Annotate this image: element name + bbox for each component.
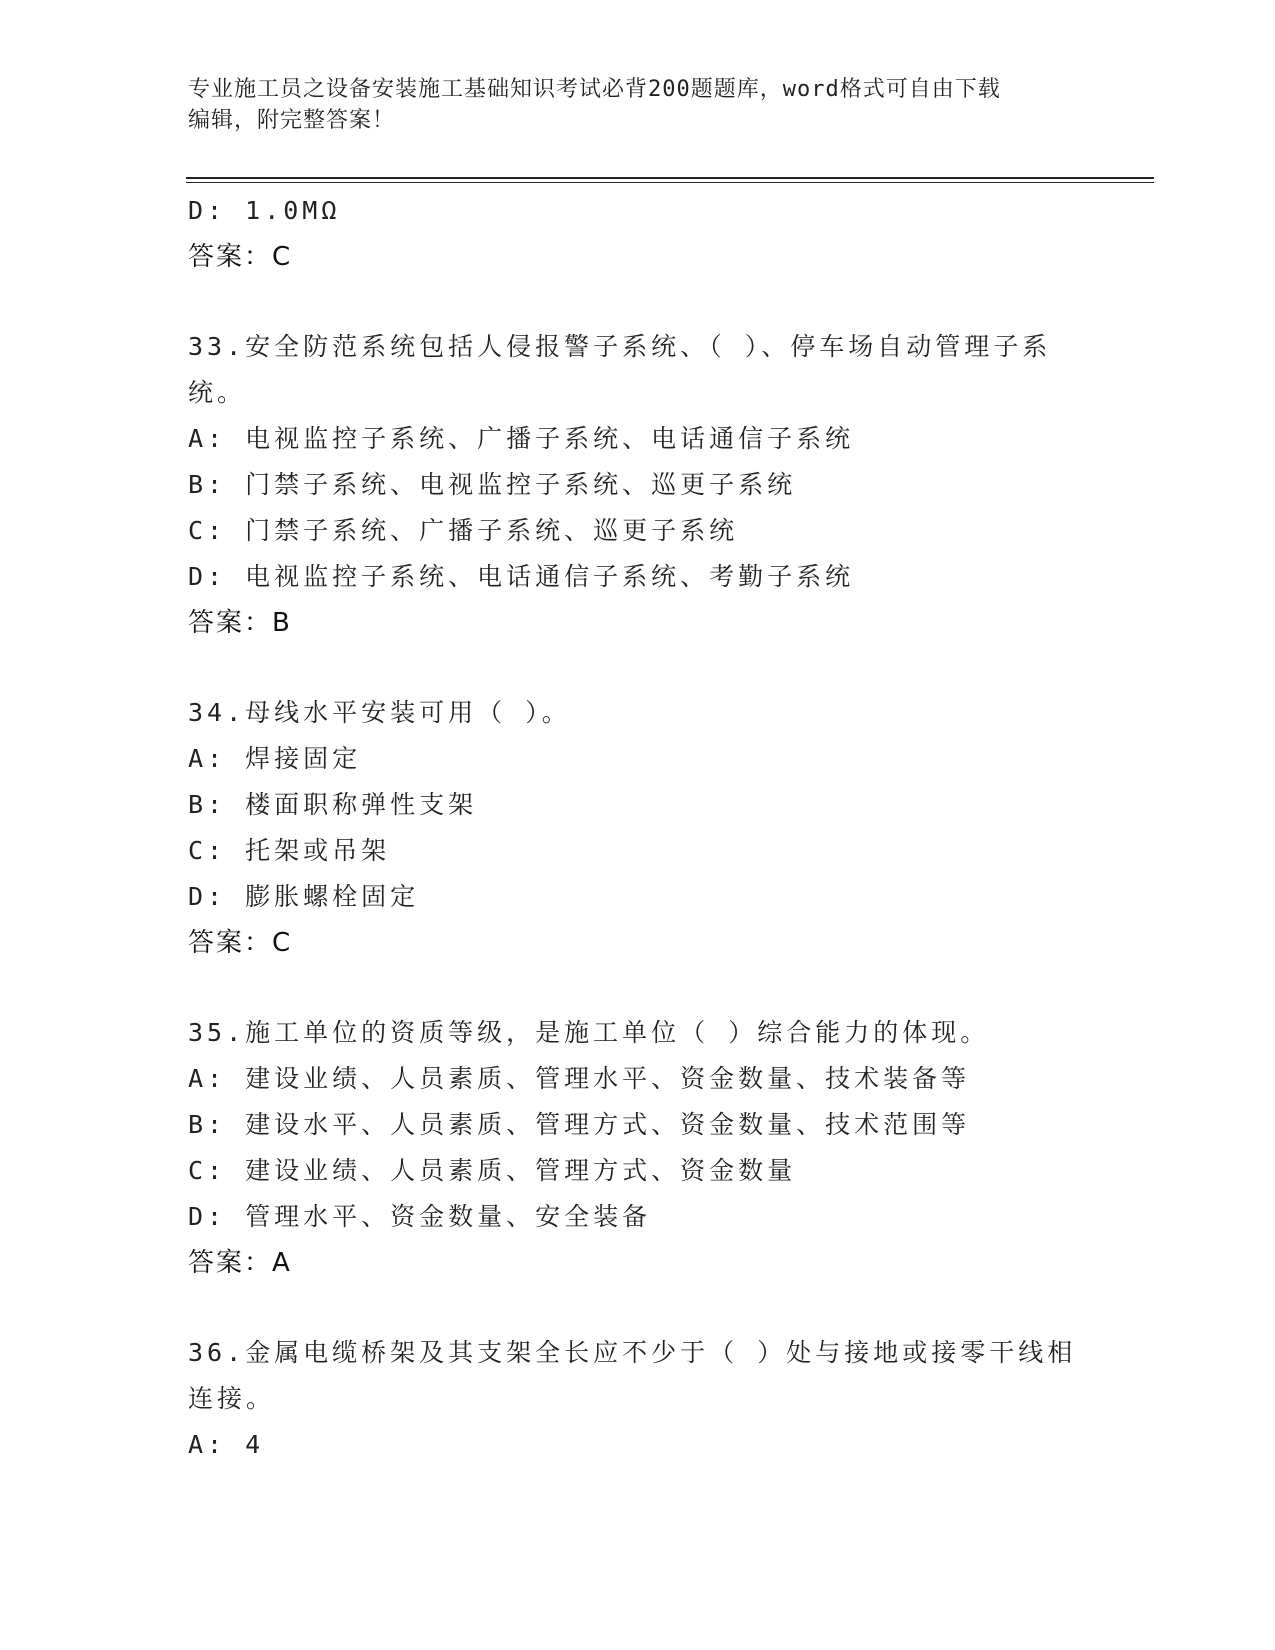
option-b: B: 楼面职称弹性支架 <box>188 790 478 819</box>
option-a: A: 建设业绩、人员素质、管理水平、资金数量、技术装备等 <box>188 1064 971 1093</box>
question-stem-line-2: 统。 <box>188 378 247 407</box>
option-d: D: 管理水平、资金数量、安全装备 <box>188 1202 652 1231</box>
option-d: D: 膨胀螺栓固定 <box>188 882 420 911</box>
option-c: C: 建设业绩、人员素质、管理方式、资金数量 <box>188 1156 797 1185</box>
question-stem-line-1: 34.母线水平安装可用（ ）。 <box>188 698 571 727</box>
option-a: A: 4 <box>188 1430 265 1459</box>
answer-line: 答案：A <box>188 1248 292 1278</box>
question-list <box>188 188 1088 1468</box>
question-stem-line-1: 33.安全防范系统包括人侵报警子系统、（ ）、停车场自动管理子系 <box>188 332 1052 361</box>
previous-question-tail <box>188 188 1088 280</box>
answer-line: 答案：C <box>188 242 293 272</box>
question-35 <box>188 1010 1088 1286</box>
option-d: D: 1.0MΩ <box>188 196 341 225</box>
header-rule-thin <box>186 182 1154 183</box>
option-c: C: 门禁子系统、广播子系统、巡更子系统 <box>188 516 739 545</box>
header-rule-thick <box>186 177 1154 179</box>
page-header <box>188 74 1088 136</box>
answer-line: 答案：C <box>188 928 293 958</box>
option-c: C: 托架或吊架 <box>188 836 391 865</box>
option-d: D: 电视监控子系统、电话通信子系统、考勤子系统 <box>188 562 855 591</box>
header-line-1: 专业施工员之设备安装施工基础知识考试必背200题题库，word格式可自由下载 <box>188 77 1001 102</box>
option-b: B: 建设水平、人员素质、管理方式、资金数量、技术范围等 <box>188 1110 971 1139</box>
question-stem-line-1: 35.施工单位的资质等级，是施工单位（ ）综合能力的体现。 <box>188 1018 990 1047</box>
question-stem-line-1: 36.金属电缆桥架及其支架全长应不少于（ ）处与接地或接零干线相 <box>188 1338 1077 1367</box>
question-stem-line-2: 连接。 <box>188 1384 276 1413</box>
question-33 <box>188 324 1088 646</box>
header-line-2: 编辑，附完整答案！ <box>188 108 396 133</box>
answer-line: 答案：B <box>188 608 292 638</box>
question-34 <box>188 690 1088 966</box>
option-b: B: 门禁子系统、电视监控子系统、巡更子系统 <box>188 470 797 499</box>
option-a: A: 焊接固定 <box>188 744 362 773</box>
option-a: A: 电视监控子系统、广播子系统、电话通信子系统 <box>188 424 855 453</box>
question-36 <box>188 1330 1088 1468</box>
